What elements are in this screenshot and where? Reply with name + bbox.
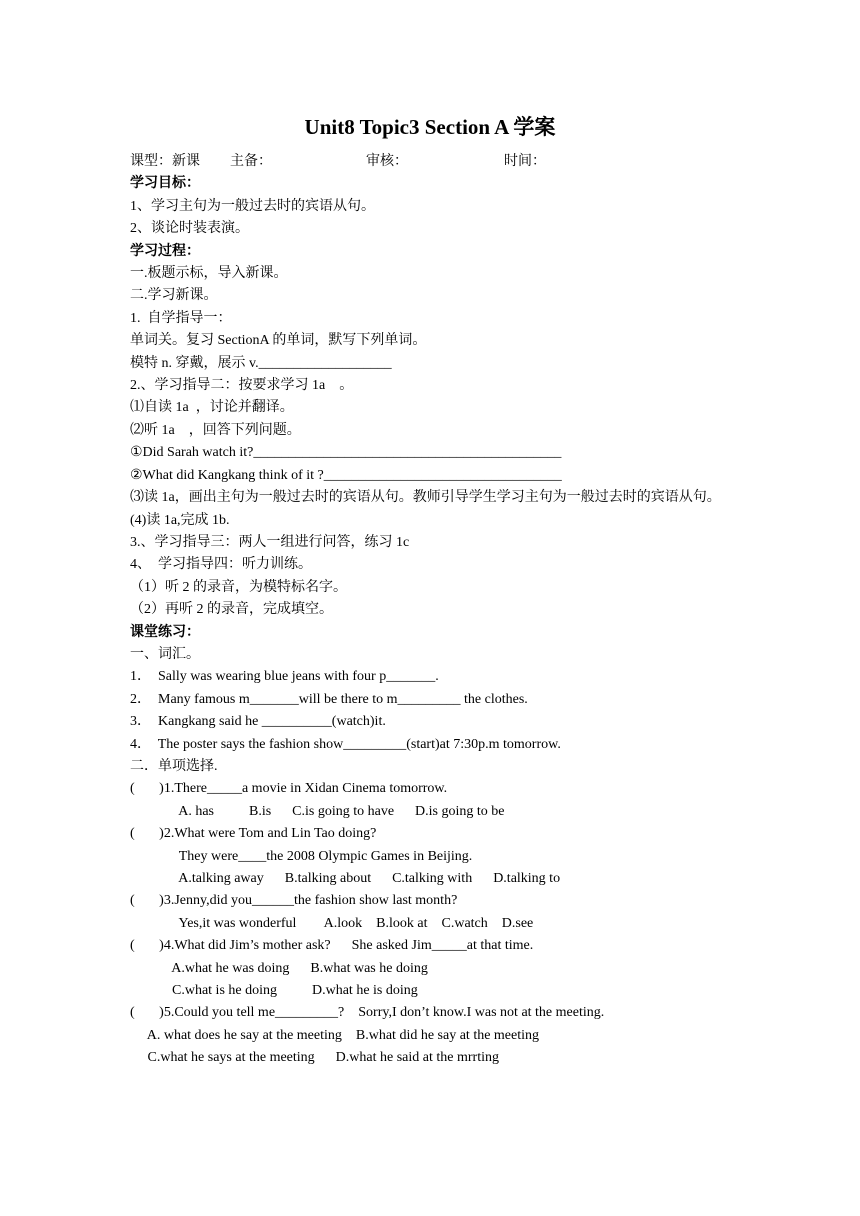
process-line: 模特 n. 穿戴，展示 v.___________________ — [130, 355, 392, 371]
vocab-item: 3． Kangkang said he __________(watch)it. — [130, 714, 386, 730]
choice-line: Yes,it was wonderful A.look B.look at C.watch D.see — [130, 915, 534, 931]
process-line: ②What did Kangkang think of it ?__________________________________ — [130, 467, 562, 483]
process-line: 3.、学习指导三：两人一组进行问答，练习 1c — [130, 534, 410, 550]
process-line: ⑴自读 1a ，讨论并翻译。 — [130, 400, 294, 416]
vocab-section-title: 一、词汇。 — [130, 646, 200, 662]
choice-line: ( )1.There_____a movie in Xidan Cinema tomorrow. — [130, 781, 448, 797]
meta-row — [130, 151, 740, 173]
time-label: 时间： — [504, 154, 546, 169]
process-line: 2.、学习指导二：按要求学习 1a 。 — [130, 378, 354, 394]
vocab-item: 2． Many famous m_______will be there to m_________ the clothes. — [130, 691, 528, 707]
choice-line: ( )3.Jenny,did you______the fashion show last month? — [130, 893, 458, 909]
page-title: Unit8 Topic3 Section A 学案 — [304, 115, 556, 139]
process-line: 单词关。复习 SectionA 的单词，默写下列单词。 — [130, 333, 427, 349]
choice-section-title: 二．单项选择. — [130, 758, 218, 774]
choice-line: C.what he says at the meeting D.what he said at the mrrting — [130, 1050, 499, 1066]
process-heading: 学习过程： — [130, 243, 200, 259]
process-line: (4)读 1a,完成 1b. — [130, 512, 230, 528]
choice-line: ( )5.Could you tell me_________? Sorry,I don’t know.I was not at the meeting. — [130, 1005, 605, 1021]
vocab-item: 1． Sally was wearing blue jeans with four p_______. — [130, 669, 439, 685]
choice-line: ( )2.What were Tom and Lin Tao doing? — [130, 826, 377, 842]
choice-line: A. what does he say at the meeting B.what did he say at the meeting — [130, 1027, 540, 1043]
process-line: ⑶读 1a，画出主句为一般过去时的宾语从句。教师引导学生学习主句为一般过去时的宾语从句。 — [130, 490, 721, 506]
lesson-type: 课型：新课 — [130, 154, 200, 169]
practice-heading: 课堂练习： — [130, 624, 200, 640]
goal-item: 1、学习主句为一般过去时的宾语从句。 — [130, 198, 375, 214]
choice-line: ( )4.What did Jim’s mother ask? She asked Jim_____at that time. — [130, 938, 534, 954]
choice-line: A. has B.is C.is going to have D.is going to be — [130, 803, 505, 819]
goal-item: 2、谈论时装表演。 — [130, 221, 249, 237]
goals-heading: 学习目标： — [130, 176, 200, 192]
process-line: 二.学习新课。 — [130, 288, 218, 304]
review-label: 审核： — [366, 154, 408, 169]
author-label: 主备： — [230, 154, 272, 169]
process-line: ⑵听 1a ，回答下列问题。 — [130, 422, 301, 438]
choice-line: They were____the 2008 Olympic Games in Beijing. — [130, 848, 473, 864]
process-line: 一.板题示标，导入新课。 — [130, 266, 288, 282]
process-line: ①Did Sarah watch it?____________________________________________ — [130, 445, 562, 461]
choice-line: A.talking away B.talking about C.talking with D.talking to — [130, 871, 561, 886]
choice-line: A.what he was doing B.what was he doing — [130, 960, 428, 976]
choice-line: C.what is he doing D.what he is doing — [130, 983, 418, 999]
document-body — [130, 151, 740, 1070]
process-line: （1）听 2 的录音，为模特标名字。 — [130, 579, 347, 595]
process-line: 4、 学习指导四：听力训练。 — [130, 557, 312, 573]
process-line: （2）再听 2 的录音，完成填空。 — [130, 602, 333, 618]
vocab-item: 4． The poster says the fashion show_________(start)at 7:30p.m tomorrow. — [130, 736, 561, 752]
process-line: 1. 自学指导一： — [130, 310, 232, 326]
